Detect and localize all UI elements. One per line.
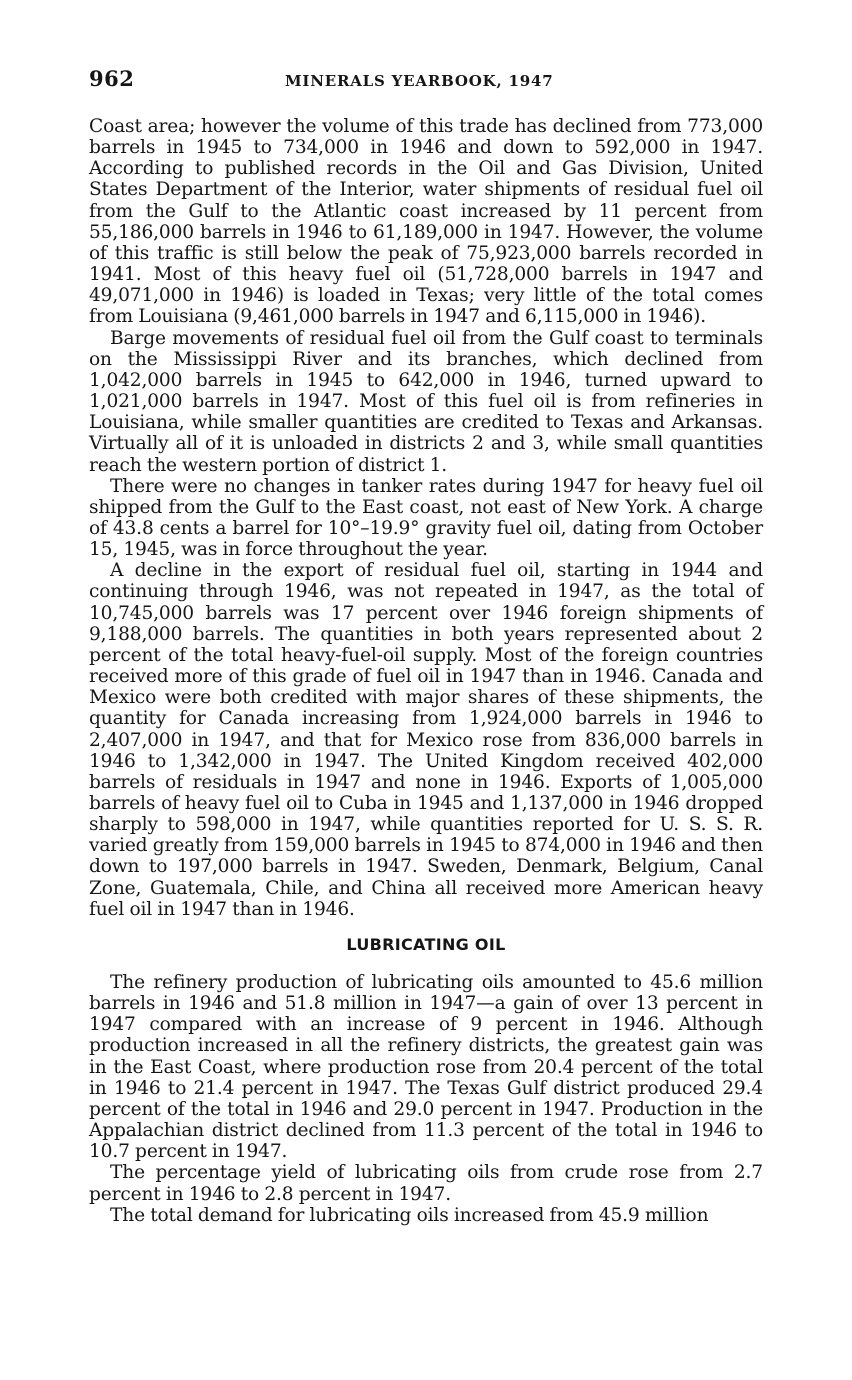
paragraph-gulf-shipments: Coast area; however the volume of this trade has declined from 773,000 barrels in 1945 to 734,000 in 1946 and down to 592,000 in 1947. According to published records in the Oil and Gas Division, United States Department of the Interior, water shipments of residual fuel oil from the Gulf to the Atlantic coast increased by 11 percent from 55,186,000 barrels in 1946 to 61,189,000 in 1947. However, the volume of this traffic is still below the peak of 75,923,000 barrels recorded in 1941. Most of this heavy fuel oil (51,728,000 barrels in 1947 and 49,071,000 in 1946) is loaded in Texas; very little of the total comes from Louisiana (9,461,000 barrels in 1947 and 6,115,000 in 1946).: [89, 116, 763, 328]
paragraph-barge-movements: Barge movements of residual fuel oil from the Gulf coast to terminals on the Mississippi River and its branches, which declined from 1,042,000 barrels in 1945 to 642,000 in 1946, turned upward to 1,021,000 barrels in 1947. Most of this fuel oil is from refineries in Louisiana, while smaller quantities are credited to Texas and Arkansas. Virtually all of it is unloaded in districts 2 and 3, while small quantities reach the western portion of district 1.: [89, 327, 763, 476]
paragraph-lubricating-production: The refinery production of lubricating oils amounted to 45.6 million barrels in 1946 and 51.8 million in 1947—a gain of over 13 percent in 1947 compared with an increase of 9 percent in 1946. Although production increased in all the refinery districts, the greatest gain was in the East Coast, where production rose from 20.4 percent of the total in 1946 to 21.4 percent in 1947. The Texas Gulf district produced 29.4 percent of the total in 1946 and 29.0 percent in 1947. Production in the Appalachian district declined from 11.3 percent of the total in 1946 to 10.7 percent in 1947.: [89, 971, 763, 1163]
running-title: MINERALS YEARBOOK, 1947: [285, 72, 554, 90]
paragraph-residual-exports: A decline in the export of residual fuel oil, starting in 1944 and continuing through 1946, was not repeated in 1947, as the total of 10,745,000 barrels was 17 percent over 1946 foreign shipments of 9,188,000 barrels. The quantities in both years represented about 2 percent of the total heavy-fuel-oil supply. Most of the foreign countries received more of this grade of fuel oil in 1947 than in 1946. Canada and Mexico were both credited with major shares of these shipments, the quantity for Canada increasing from 1,924,000 barrels in 1946 to 2,407,000 in 1947, and that for Mexico rose from 836,000 barrels in 1946 to 1,342,000 in 1947. The United Kingdom received 402,000 barrels of residuals in 1947 and none in 1946. Exports of 1,005,000 barrels of heavy fuel oil to Cuba in 1945 and 1,137,000 in 1946 dropped sharply to 598,000 in 1947, while quantities reported for U. S. S. R. varied greatly from 159,000 barrels in 1945 to 874,000 in 1946 and then down to 197,000 barrels in 1947. Sweden, Denmark, Belgium, Canal Zone, Guatemala, Chile, and China all received more American heavy fuel oil in 1947 than in 1946.: [89, 560, 763, 920]
body-text: [89, 116, 763, 1226]
page-number: 962: [89, 66, 135, 91]
section-heading-lubricating-oil: LUBRICATING OIL: [346, 934, 506, 954]
running-head: [89, 66, 763, 92]
paragraph-lubricating-demand: The total demand for lubricating oils increased from 45.9 million: [110, 1204, 709, 1226]
paragraph-tanker-rates: There were no changes in tanker rates during 1947 for heavy fuel oil shipped from the Gulf to the East coast, not east of New York. A charge of 43.8 cents a barrel for 10°–19.9° gravity fuel oil, dating from October 15, 1945, was in force throughout the year.: [89, 475, 763, 561]
paragraph-lubricating-yield: The percentage yield of lubricating oils from crude rose from 2.7 percent in 1946 to 2.8 percent in 1947.: [89, 1162, 763, 1205]
